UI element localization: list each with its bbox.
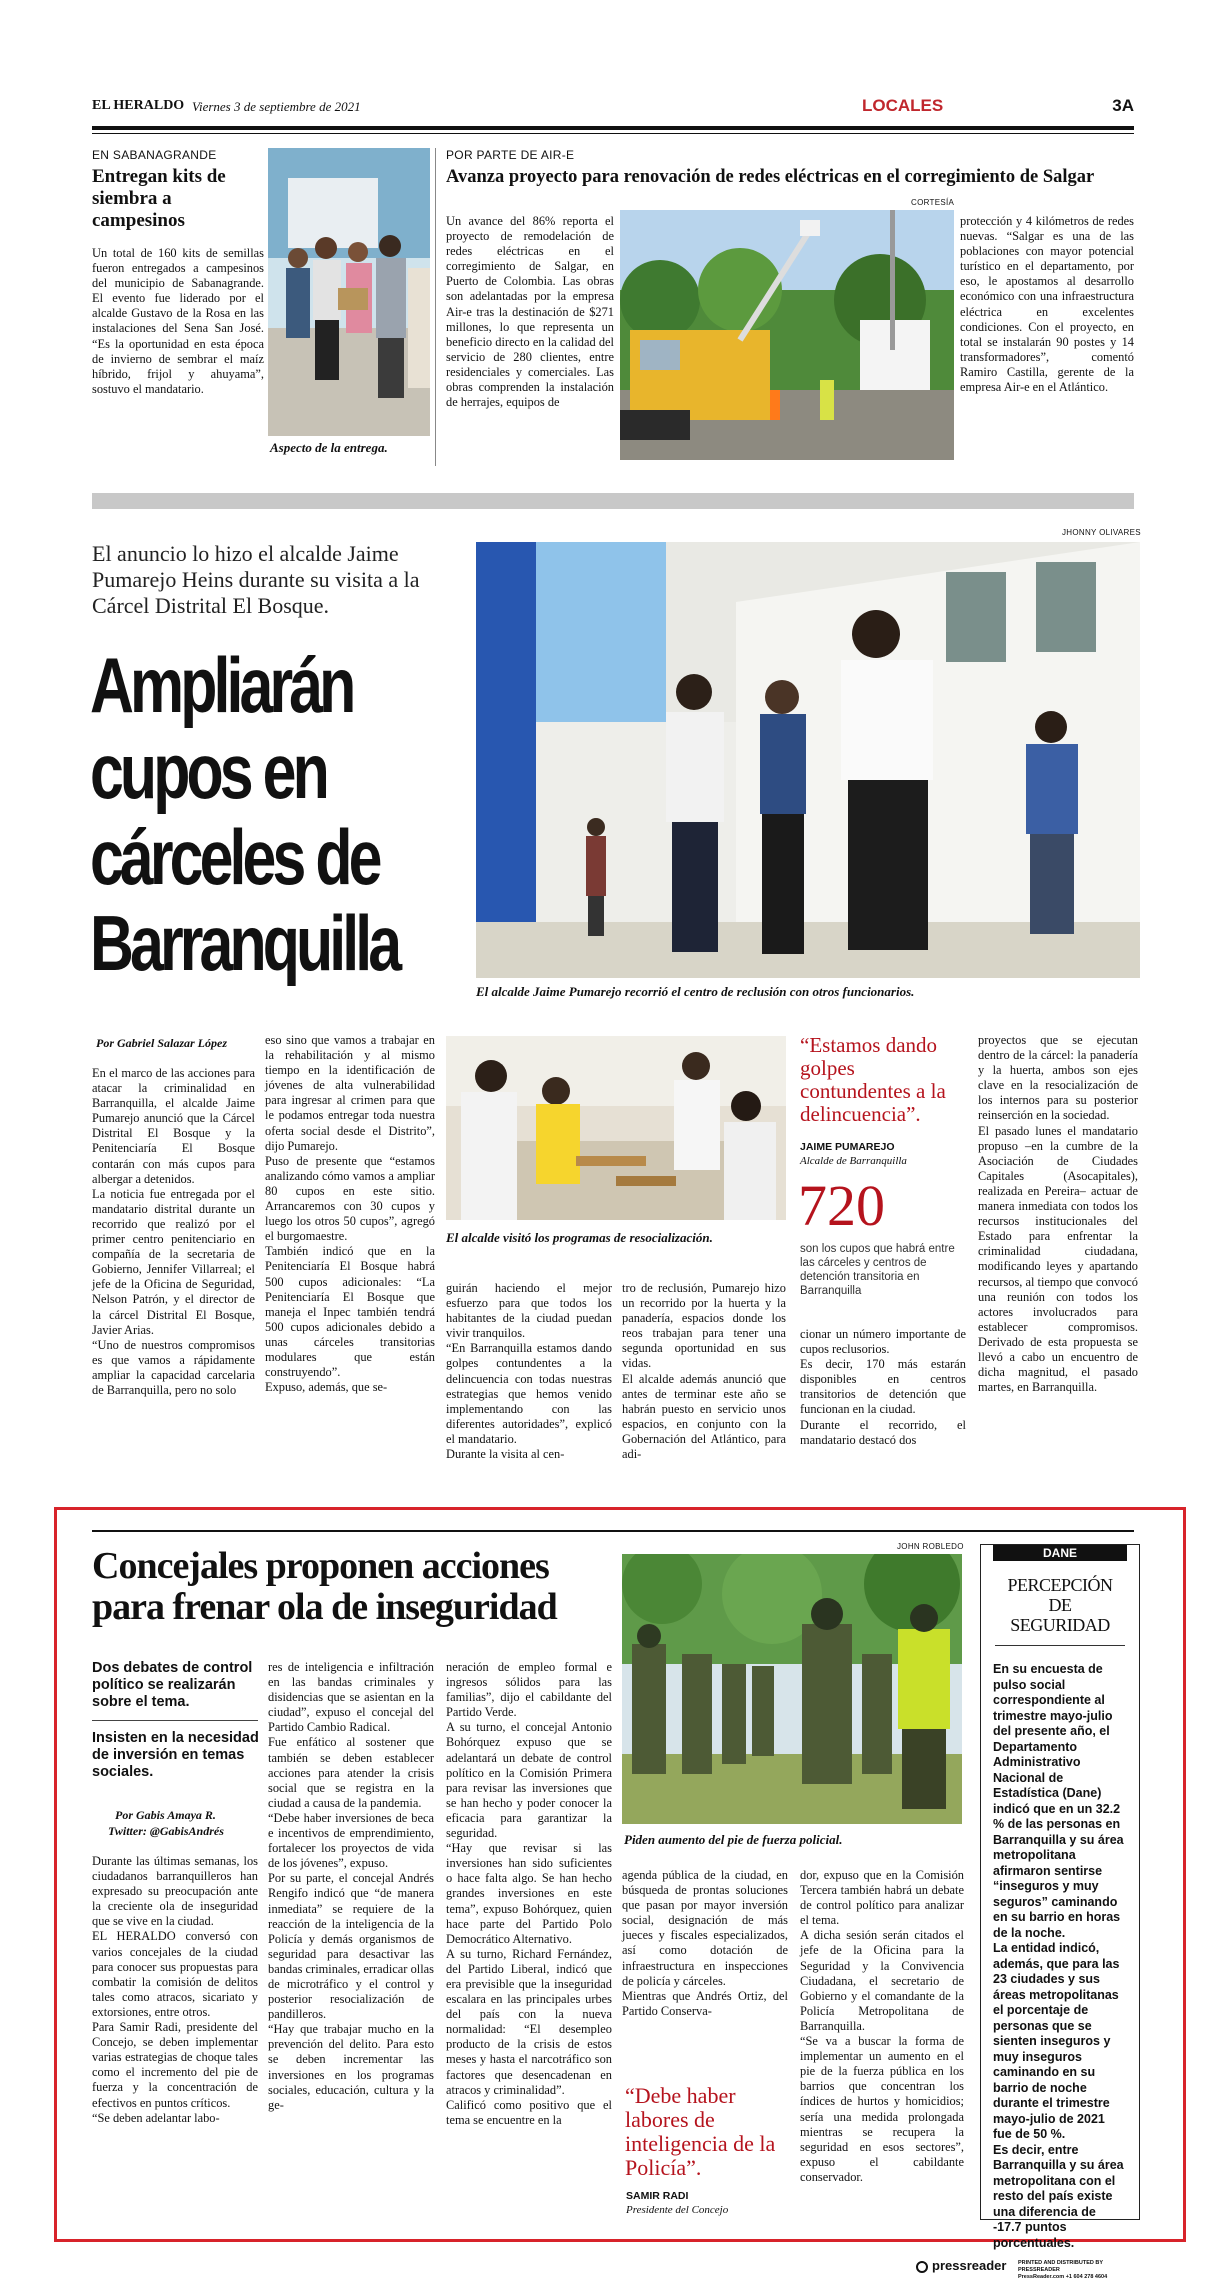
quote-name: SAMIR RADI	[626, 2190, 689, 2202]
bakery-caption: El alcalde visitó los programas de resocialización.	[446, 1230, 713, 1245]
main-col-3: guirán haciendo el mejor esfuerzo para que todos los habitantes de la ciudad puedan vivir tranquilos. “En Barranquilla estamos dando golpes contundentes a la delincuencia con todas nuestras estrategias que hemos venido implementando con las diferentes autoridades”, explicó el mandatario. Durante la visita al cen-	[446, 1281, 612, 1462]
section-band	[92, 493, 1134, 509]
section-name: LOCALES	[862, 96, 944, 115]
column-divider	[435, 148, 436, 466]
photo-credit: JOHN ROBLEDO	[897, 1542, 964, 1551]
story-kicker: POR PARTE DE AIR-E	[446, 148, 575, 162]
dane-sidebar	[980, 1544, 1140, 2250]
pressreader-icon	[916, 2261, 928, 2273]
sidebar-tag: DANE	[993, 1545, 1127, 1561]
bakery-photo	[446, 1036, 786, 1220]
summary-2: Insisten en la necesidad de inversión en temas sociales.	[92, 1730, 259, 1780]
pressreader-notice: PRINTED AND DISTRIBUTED BY PRESSREADER PressReader.com +1 604 278 4604	[1018, 2260, 1108, 2278]
headline-line: Ampliarán	[90, 641, 353, 729]
headline-line: cupos en	[90, 727, 326, 815]
police-photo	[622, 1554, 962, 1824]
sidebar-body: En su encuesta de pulso social correspondiente al trimestre mayo-julio del presente año, el Departamento Administrativo Nacional de Estadística (Dane) indicó que en un 32.2 % de las personas en Barranquilla y su área metropolitana afirmaron sentirse “inseguros y muy seguros” caminando en su barrio en horas de la noche. La entidad indicó, además, que para las 23 ciudades y sus áreas metropolitanas el porcentaje de personas que se sienten inseguros y muy inseguros caminando en su barrio de noche durante el trimestre mayo-julio de 2021 fue de 50 %. Es decir, entre Barranquilla y su área metropolitana con el resto del país existe una diferencia de -17.7 puntos porcentuales.	[993, 1662, 1124, 2250]
quote-name: JAIME PUMAREJO	[800, 1141, 895, 1153]
sidebar-title: PERCEPCIÓN DE SEGURIDAD	[1007, 1575, 1113, 1635]
bottom-col-1: Durante las últimas semanas, los ciudadanos barranquilleros han expresado su preocupación ante la creciente ola de inseguridad que se vive en la ciudad. EL HERALDO conversó con varios concejales de la ciudad para conocer sus propuestas para combatir la comisión de delitos tales como atracos, sicariato y extorsiones, entre otros. Para Samir Radi, presidente del Concejo, se deben implementar varias estrategias de choque tales como el incremento del pie de fuerza y la concentración de efectivos en puntos críticos. “Se deben adelantar labo-	[92, 1854, 258, 2125]
sidebar-rule	[995, 1645, 1125, 1646]
story-headline: Avanza proyecto para renovación de redes eléctricas en el corregimiento de Salgar	[446, 167, 1095, 187]
pressreader-brand: pressreader	[932, 2258, 1007, 2273]
main-headline	[90, 642, 470, 986]
issue-date: Viernes 3 de septiembre de 2021	[192, 99, 361, 114]
summary-rule	[92, 1720, 258, 1721]
story-body-left: Un avance del 86% reporta el proyecto de remodelación de redes eléctricas en el corregimiento de Salgar, en Puerto de Colombia. Las obras son adelantadas por la empresa Air-e tras la destinación de $271 millones, lo que representa un beneficio directo en la calidad del servicio de 280 clientes, entre residenciales y comerciales. Las obras comprenden la instalación de herrajes, equipos de	[446, 214, 614, 410]
pull-quote: “Estamos dando golpes contundentes a la delincuencia”.	[800, 1033, 946, 1126]
bottom-col-5: dor, expuso que en la Comisión Tercera también habrá un debate de control político para analizar el tema. A dicha sesión serán citados el jefe de la Oficina para la Seguridad y la Convivencia Ciudadana, el secretario de Gobierno y el comandante de la Policía Metropolitana de Barranquilla. “Se va a buscar la forma de implementar un aumento en el pie de la fuerza pública en los barrios que concentran los índices de hurtos y homicidios; sería una medida prolongada mientras se recupera la seguridad en esos sectores”, expuso el cabildante conservador.	[800, 1868, 964, 2184]
main-col-6: proyectos que se ejecutan dentro de la cárcel: la panadería y la huerta, ambos son ejes clave en la resocialización de los internos para su posterior reinserción en la sociedad. El pasado lunes el mandatario propuso –en la cumbre de la Asociación de Ciudades Capitales (Asocapitales), realizada en Pereira– actuar de manera inmediata con todos los recursos institucionales del Estado para enfrentar la criminalidad ciudadana, modificando leyes y apartando recursos, al tiempo que convocó una reunión con todos los actores involucrados para establecer compromisos. Derivado de esta propuesta se llevó a cabo un encuentro de dicha magnitud, el pasado martes, en Barranquilla.	[978, 1033, 1138, 1395]
page-header	[92, 96, 1134, 126]
photo-credit: JHONNY OLIVARES	[1062, 528, 1141, 537]
story-body-right: protección y 4 kilómetros de redes nuevas. “Salgar es una de las poblaciones con mayor potencial turístico en el departamento, por eso, le apostamos al desarrollo económico con una infraestructura eléctrica en excelentes condiciones. Con el proyecto, en total se instalarán 90 postes y 14 transformadores”, comentó Ramiro Castilla, gerente de la empresa Air-e en el Atlántico.	[960, 214, 1134, 395]
main-col-5: cionar un número importante de cupos reclusorios. Es decir, 170 más estarán disponibles en centros transitorios de detención que funcionan en la ciudad. Durante el recorrido, el mandatario destacó dos	[800, 1327, 966, 1447]
story-body: Un total de 160 kits de semillas fueron entregados a campesinos del municipio de Sabanagrande. El evento fue liderado por el alcalde Gustavo de la Rosa en las instalaciones del Sena San José. “Es la oportunidad en esta época de invierno de sembrar el maíz híbrido, frijol y ahuyama”, sostuvo el mandatario.	[92, 246, 264, 396]
delivery-caption: Aspecto de la entrega.	[270, 440, 388, 455]
bottom-twitter: Twitter: @GabisAndrés	[108, 1824, 224, 1838]
headline-line: cárceles de	[90, 813, 379, 901]
police-caption: Piden aumento del pie de fuerza policial.	[624, 1832, 843, 1847]
bottom-byline: Por Gabis Amaya R.	[115, 1808, 216, 1822]
main-col-1: En el marco de las acciones para atacar la criminalidad en Barranquilla, el alcalde Jaime Pumarejo anunció que la Cárcel Distrital El Bosque y la Penitenciaría El Bosque contarán con más cupos para albergar a detenidos. La noticia fue entregada por el mandatario distrital durante un recorrido que realizó por el primer centro penitenciario en compañía de la secretaria de Gobierno, Jennifer Villarreal; el jefe de la Oficina de Seguridad, Nelson Patrón, y el director de la cárcel Distrital El Bosque, Javier Arias. “Uno de nuestros compromisos es que vamos a rápidamente ampliar la capacidad carcelaria de Barranquilla, pero no solo	[92, 1066, 255, 1397]
pressreader-logo	[916, 2258, 1006, 2276]
header-rule-thin	[92, 133, 1134, 134]
bottom-headline: Concejales proponen acciones para frenar ola de inseguridad	[92, 1545, 557, 1628]
paper-name: EL HERALDO	[92, 98, 185, 113]
stat-number: 720	[798, 1173, 885, 1238]
bottom-col-4: agenda pública de la ciudad, en búsqueda de prontas soluciones que pasan por mayor inversión social, designación de más jueces y fiscales especializados, así como dotación de infraestructura en inspecciones de policía y cárceles. Mientras que Andrés Ortiz, del Partido Conserva-	[622, 1868, 788, 2018]
power-lines-photo	[620, 210, 954, 460]
bottom-pull-quote: “Debe haber labores de inteligencia de la Policía”.	[625, 2083, 776, 2180]
quote-title: Presidente del Concejo	[626, 2204, 729, 2216]
summary-1: Dos debates de control político se realizarán sobre el tema.	[92, 1660, 253, 1710]
main-col-2: eso sino que vamos a trabajar en la rehabilitación y al mismo tiempo en la identificación de jóvenes de alta vulnerabilidad para ingresar al crimen para que le podamos entregar toda nuestra oferta social desde el Distrito”, dijo Pumarejo. Puso de presente que “estamos analizando cómo vamos a ampliar 80 cupos en este sitio. Arrancaremos con 30 cupos y luego los otros 50 cupos”, agregó el burgomaestre. También indicó que en la Penitenciaría El Bosque habrá 500 cupos adicionales: “La Penitenciaría El Bosque que maneja el Inpec también tendrá 500 cupos adicionales debido a unas cárceles transitorias modulares que están construyendo”. Expuso, además, que se-	[265, 1033, 435, 1395]
main-byline: Por Gabriel Salazar López	[96, 1036, 228, 1050]
delivery-photo	[268, 148, 430, 436]
header-rule	[92, 126, 1134, 130]
main-col-4: tro de reclusión, Pumarejo hizo un recorrido por la huerta y la panadería, espacios donde los reos trabajan para tener una segunda oportunidad en sus vidas. El alcalde además anunció que antes de terminar este año se habrán puesto en servicio unos espacios, en conjunto con la Gobernación del Atlántico, para adi-	[622, 1281, 786, 1462]
bottom-col-2: res de inteligencia e infiltración en las bandas criminales y disidencias que se asientan en la ciudad”, expuso el concejal del Partido Cambio Radical. Fue enfático al sostener que también se deben establecer acciones para atender la crisis social que se registra en la ciudad a causa de la pandemia. “Debe haber inversiones de beca e incentivos de emprendimiento, fortalecer los proyectos de vida de los jóvenes”, expuso. Por su parte, el concejal Andrés Rengifo indicó que “de manera inmediata” se requiere de la reacción de la inteligencia de la Policía y demás organismos de seguridad para desactivar las bandas criminales, erradicar ollas de microtráfico y el control y posterior resocialización de pandilleros. “Hay que trabajar mucho en la prevención del delito. Para esto se deben incrementar las inversiones en los programas sociales, educación, cultura y la ge-	[268, 1660, 434, 2112]
stat-text: son los cupos que habrá entre las cárceles y centros de detención transitoria en Barranquilla	[800, 1243, 955, 1297]
headline-line: Barranquilla	[90, 899, 399, 987]
story-air-e	[446, 148, 1134, 466]
mayor-visit-photo	[476, 542, 1140, 978]
quote-title: Alcalde de Barranquilla	[800, 1155, 907, 1167]
main-deck: El anuncio lo hizo el alcalde Jaime Pumarejo Heins durante su visita a la Cárcel Distrital El Bosque.	[92, 541, 420, 618]
story-kicker: EN SABANAGRANDE	[92, 148, 217, 162]
main-photo-caption: El alcalde Jaime Pumarejo recorrió el centro de reclusión con otros funcionarios.	[476, 984, 915, 999]
photo-credit: CORTESÍA	[911, 198, 955, 207]
story-headline: Entregan kits de siembra a campesinos	[92, 166, 226, 231]
story-sabanagrande	[92, 148, 432, 466]
page-number: 3A	[1112, 96, 1134, 115]
bottom-rule	[92, 1530, 1134, 1532]
bottom-col-3: neración de empleo formal e ingresos sólidos para las familias”, dijo el cabildante del Partido Verde. A su turno, el concejal Antonio Bohórquez expuso que se adelantará un debate de control político en la Comisión Primera para revisar las inversiones que se han hecho y poder conocer la eficacia para garantizar la seguridad. “Hay que revisar si las inversiones han sido suficientes o hace falta algo. Se han hecho grandes inversiones en este tema”, expuso Bohórquez, quien hace parte del Partido Polo Democrático Alternativo. A su turno, Richard Fernández, del Partido Liberal, indicó que era previsible que la inseguridad escalara en las principales urbes del país con la nueva normalidad: “El desempleo producto de la crisis de estos meses y hasta el narcotráfico son factores que desencadenan en atracos y criminalidad”. Calificó como positivo que el tema se encuentre en la	[446, 1660, 612, 2127]
